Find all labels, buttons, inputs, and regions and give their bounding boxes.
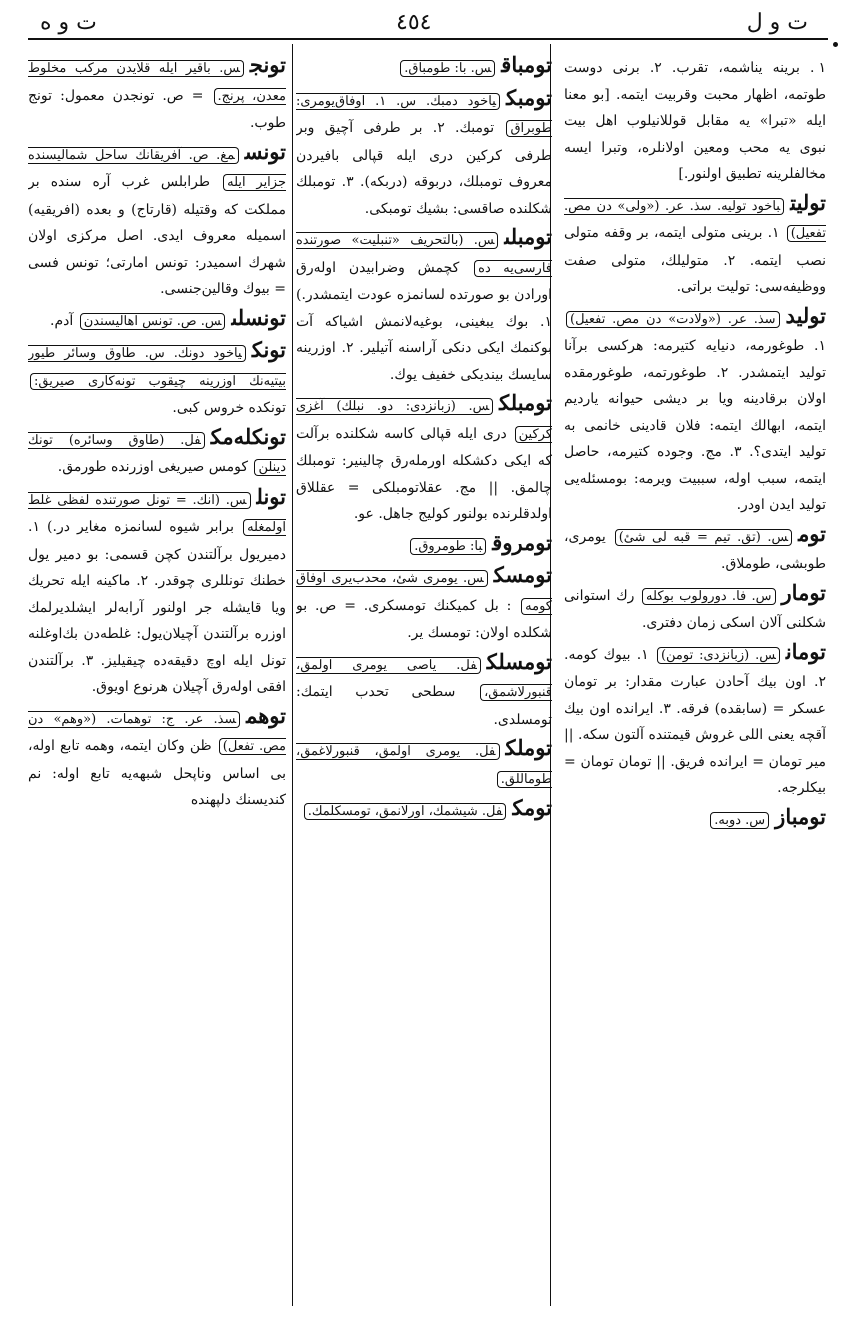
header-rule [28, 38, 828, 40]
dictionary-entry [296, 224, 552, 388]
headword: تومباق [501, 52, 552, 77]
headword: توليت [790, 189, 826, 215]
dictionary-entry [564, 639, 826, 802]
header-right-letters: ت و ل [746, 10, 808, 35]
definition: = ص. تونجدن معمول: تونج طوب. [28, 87, 286, 131]
grammar-note: س. باقير ايله قلايدن مركب مخلوط معدن، پرنج. [28, 61, 286, 104]
dictionary-entry [296, 649, 552, 734]
headword: تومروق [492, 529, 552, 555]
headword: تونس [244, 138, 286, 164]
dictionary-entry [296, 530, 552, 561]
definition: برابر شيوه لسانمزه مغاير در.) ١. دميريول برآلتندن كچن قسمى: بو دمير يول خطنك تونللرى چوقدر. ٢. ماكينه ايله تحريك ويا قايشله جر اولنور آرابه‌لر ايشلديرلمك اوزره برآلتندن آچيلان‌يول: غلطه‌دن بك‌اوغلنه تونل ايله اوچ دقيقه‌ده چيقيليز. ٣. برآلتندن افقى اوله‌رق آچيلان هرنوع اويوق. [28, 519, 286, 695]
dictionary-entry [564, 303, 826, 519]
grammar-note: س. (تق. تيم = قبه لى شئ) [615, 529, 792, 546]
grammar-note: سذ. عر. («ولادت» دن مص. تفعيل) [566, 311, 780, 328]
definition: ١. بيوك كومه. ٢. اون بيك آحادن عبارت مقدار: بر تومان عسكر = (سابقده) فرقه. ٣. ايرانده اون بيك آقچه يعنى اللى غروش قيمتنده آلتون سكه. || مير تومان = ايرانده فريق. || تومان تومان = بيكلرجه. [564, 646, 826, 796]
headword: تونك [251, 337, 286, 362]
grammar-note: فل. ياصى يومرى اولمق، قنبورلاشمق، [296, 657, 552, 700]
definition: ١. برينه يناشمه، تقرب. ٢. برنی دوست طوتمه، اظهار محبت وقربیت ایتمه. [بو معنا ايله «تبرا» يه مقابل قوللانيلوب اهل بيت نبوى يه محب ومعين اولانلره، وتبرا ايسه مخالفلرينه تطبيق اولنور.] [564, 60, 826, 182]
headword: توملك [505, 735, 552, 760]
headword: تونسلى [231, 304, 286, 330]
page-header [0, 0, 842, 40]
grammar-note: س. (بالتحريف «تنبليت» صورتنده فارسى‌يه ده [296, 233, 552, 276]
headword: تومسلك [486, 648, 552, 674]
dictionary-entry [28, 305, 286, 336]
dictionary-entry [296, 52, 552, 83]
dictionary-entry [296, 562, 552, 647]
headword: توليد [785, 302, 826, 328]
definition: يومرى، طوبشى، طوملاق. [564, 528, 826, 572]
definition: كچمش وضرابيدن اوله‌رق اورادن بو صورتده لسانمزه عودت ايتمشدر.) ١. بوك يبغينى، بوغيه‌لانمش اشياكه آت بوكنمك ايكى دنكى آراسنه آتيلير. ٢. اوزرينه سايسك بينديكى خفيف يوك. [296, 259, 552, 383]
dictionary-entry [28, 52, 286, 137]
headword: تومباز [775, 803, 826, 829]
definition: تومبك. ٢. بر طرفى آچيق وبر طرفى كركين درى ايله قپالى بافيردن معروف تومبلك، دربوقه (دربكه). ٣. تومبلك شكلنده صاقسى: بشيك تومبكى. [296, 120, 552, 217]
definition: رك استوانى شكلنى آلان اسكى زمان دفترى. [564, 587, 826, 631]
dictionary-entry [296, 795, 552, 826]
definition: : بل كميكنك تومسكرى. = ص. بو شكلده اولان: تومسك ير. [296, 597, 552, 641]
definition: تونكده خروس كبى. [172, 400, 286, 416]
grammar-note: س. ص. تونس اهاليسندن [80, 313, 226, 330]
headword: تومار [781, 579, 826, 605]
dictionary-entry [28, 484, 286, 701]
headword: تونل [256, 483, 286, 509]
grammar-note: س. (زبانزدى: دو. نبلك) آغزى كركين [296, 399, 552, 442]
dictionary-entry [564, 580, 826, 637]
definition: ١. طوغورمه، دنيايه كتيرمه: هركسى برآنا توليد ايتمشدر. ٢. طوغورتمه، طوغورمقده اولان برقادينه ويا بر ديشى حيوانه ياردیم ايتمه، ابهالك ايتمه: فلان قادينى خانمى به توليد ايتدى؟. ٣. مج. وجوده كتيرمه، حاصل ايتمه، سبب اوله، سببيت ويرمه: بومسئله‌يى توليد ايدن اودر. [564, 338, 826, 513]
column-left [28, 52, 286, 1302]
definition: طرابلس غرب آره سنده بر مملكت كه وقتيله (قارتاج) و بعده (افريقيه) اسميله معروف ايدى. اصل مركزى اولان شهرك اسميدر: تونس امارتى؛ تونس فسى = بيوك وقالين‌جنسى. [28, 174, 286, 297]
dictionary-entry [296, 390, 552, 528]
dictionary-entry [28, 139, 286, 303]
grammar-note: س. يومرى شئ، محدب‌يرى اوفاق كومه [296, 571, 552, 614]
definition: ١. برينى متولى ايتمه، بر وقفه متولى نصب ايتمه. ٢. متوليلك، متولى صفت ووظيفه‌سى: توليت براتى. [564, 225, 826, 295]
grammar-note: فل. شيشمك، اورلانمق، تومسكلمك. [304, 803, 507, 820]
headword: تومبك [506, 84, 552, 110]
headword: توم [798, 520, 826, 546]
grammar-note: ياخود دمبك. س. ١. اوفاق‌يومرى: طوبراق [296, 93, 552, 136]
dictionary-entry [564, 521, 826, 578]
grammar-note: س. دوبه. [710, 812, 769, 829]
grammar-note: سذ. عر. ج: توهمات. («وهم» دن مص. تفعل) [28, 711, 286, 754]
grammar-note: فل. يومرى اولمق، قنبورلاغمق، طوماللق. [296, 744, 552, 787]
header-left-letters: ت و ه [40, 10, 97, 35]
headword: تومبلى [504, 224, 552, 249]
dictionary-entry [564, 804, 826, 835]
definition: كومس صيريغى اوزرنده طورمق. [57, 459, 249, 475]
column-right [564, 52, 826, 1302]
page-number: ٤٥٤ [396, 10, 432, 35]
definition: سطحى تحدب ايتمك: تومسلدى. [296, 684, 552, 728]
dictionary-entry [296, 735, 552, 793]
grammar-note: س. (انك. = تونل صورتنده لفظى غلط اولمغله [28, 492, 286, 535]
headword: تونج [249, 52, 286, 77]
grammar-note: فل. (طاوق وسائره) تونك دينلن [28, 432, 286, 475]
column-divider-2 [292, 44, 293, 1306]
dictionary-entry [28, 703, 286, 814]
grammar-note: س. با: طومباق. [400, 60, 495, 77]
headword: تومبلك [499, 390, 552, 415]
column-middle [296, 52, 552, 1302]
dictionary-entry [564, 190, 826, 301]
definition: درى ايله قپالى كاسه شكلنده برآلت كه ايكى دكشكله اورمله‌رق چالينير: تومبلك چالمق. || مج. عقلاتومبلكى = عقللاق اولدقلرنده بولنور كوليج جاهل. عو. [296, 425, 552, 522]
grammar-note: س. فا. دورولوب بوكله [642, 588, 775, 605]
definition: ظن وكان ايتمه، وهمه تابع اوله، بى اساس وناپحل شبهه‌يه تابع اوله: نم كنديسنك دلپهنده [28, 738, 286, 808]
grammar-note: با: طومروق. [410, 538, 486, 555]
grammar-note: باخود توليه. سذ. عر. («ولى» دن مص. تفعيل) [564, 198, 826, 241]
margin-dot [833, 42, 838, 47]
headword: تومسك [493, 562, 552, 587]
dictionary-entry [28, 337, 286, 422]
definition: آدم. [50, 312, 74, 329]
grammar-note: س. (زبانزدى: تومن) [657, 647, 780, 664]
dictionary-entry [296, 85, 552, 223]
headword: تومك [512, 795, 552, 820]
headword: توهم [246, 702, 286, 728]
headword: تونكله‌مك [210, 423, 286, 449]
headword: تومان [785, 638, 826, 664]
dictionary-entry [28, 424, 286, 482]
grammar-note: مغ. ص. آفريقانك ساحل شماليسنده جزاير ايله [28, 147, 286, 190]
dictionary-entry [564, 52, 826, 188]
grammar-note: ياخود دونك. س. طاوق وسائر طيور بيتيه‌نك اوزرينه چيقوب تونه‌كارى صيريق: [28, 346, 286, 389]
